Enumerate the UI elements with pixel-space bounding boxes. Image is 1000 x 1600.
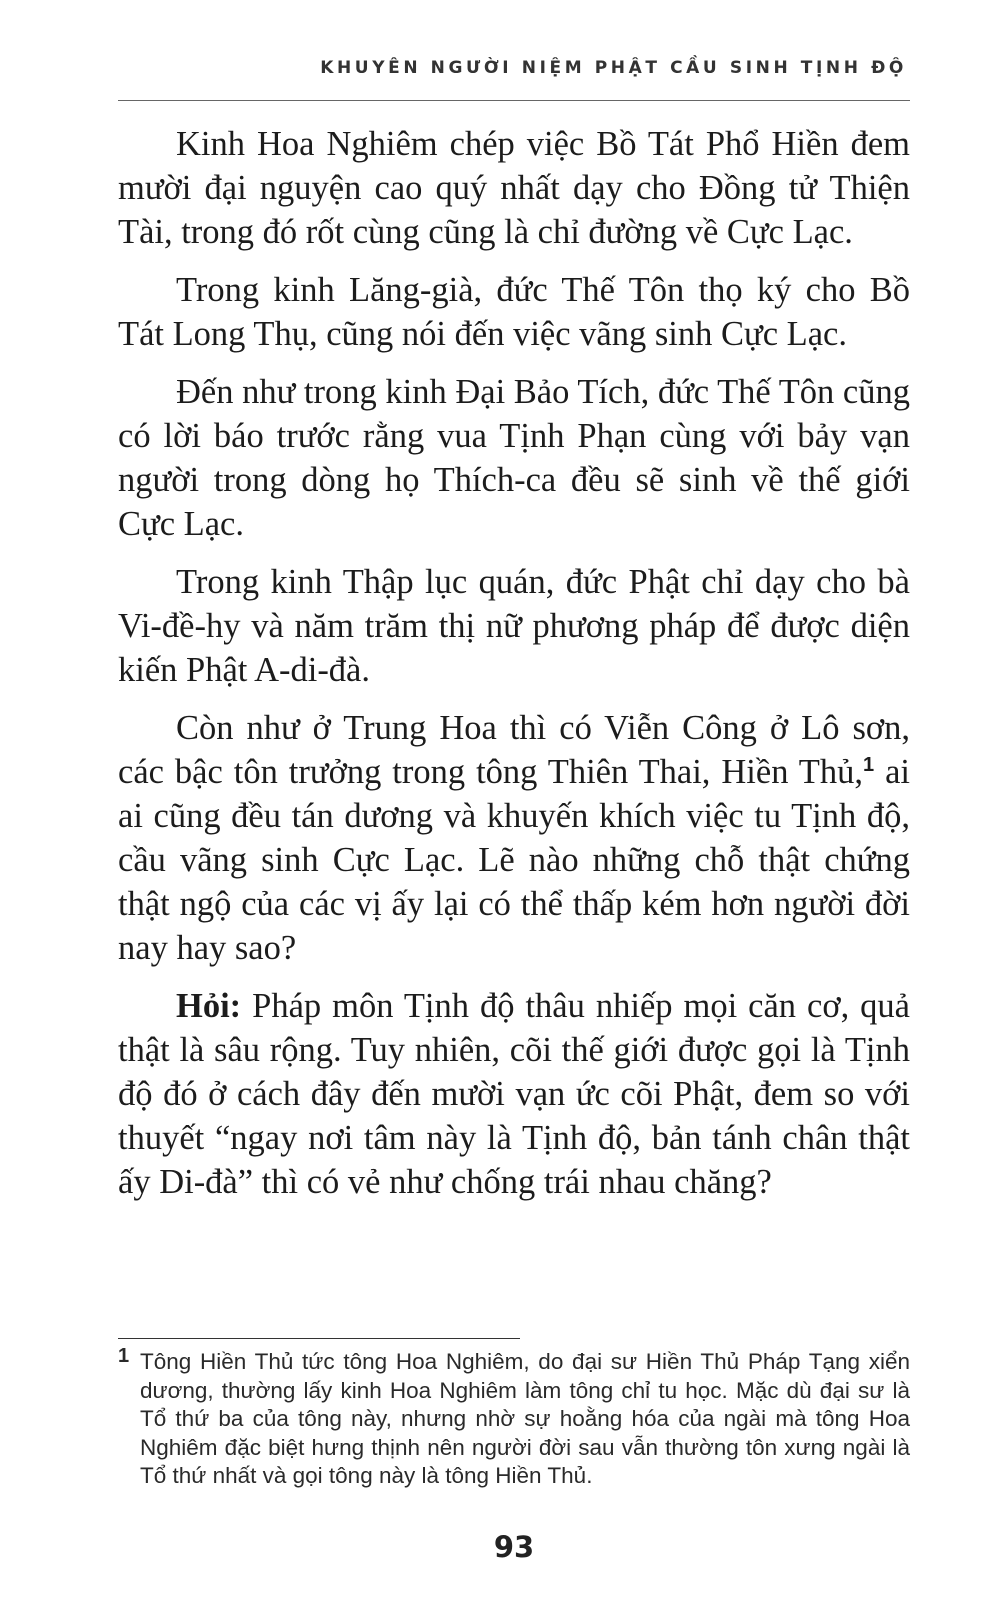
footnote bbox=[118, 1345, 910, 1491]
paragraph-text: Pháp môn Tịnh độ thâu nhiếp mọi căn cơ, quả thật là sâu rộng. Tuy nhiên, cõi thế giới được gọi là Tịnh độ đó ở cách đây đến mười vạn ức cõi Phật, đem so với thuyết “ngay nơi tâm này là Tịnh độ, bản tánh chân thật ấy Di-đà” thì có vẻ như chống trái nhau chăng? bbox=[118, 987, 910, 1201]
paragraph-text: Còn như ở Trung Hoa thì có Viễn Công ở Lô sơn, các bậc tôn trưởng trong tông Thiên Thai, Hiền Thủ, bbox=[118, 709, 910, 791]
paragraph-text: ai ai cũng đều tán dương và khuyến khích việc tu Tịnh độ, cầu vãng sinh Cực Lạc. Lẽ nào những chỗ thật chứng thật ngộ của các vị ấy lại có thể thấp kém hơn người đời nay hay sao? bbox=[118, 753, 910, 967]
footnote-mark: 1 bbox=[118, 1345, 130, 1367]
page-number: 93 bbox=[493, 1530, 535, 1564]
question-label: Hỏi: bbox=[176, 987, 242, 1025]
header-divider bbox=[118, 100, 910, 101]
paragraph: Đến như trong kinh Đại Bảo Tích, đức Thế Tôn cũng có lời báo trước rằng vua Tịnh Phạn cùng với bảy vạn người trong dòng họ Thích-ca đều sẽ sinh về thế giới Cực Lạc. bbox=[118, 373, 910, 543]
footnote-reference[interactable]: 1 bbox=[863, 754, 875, 776]
paragraph: Trong kinh Lăng-già, đức Thế Tôn thọ ký cho Bồ Tát Long Thụ, cũng nói đến việc vãng sinh Cực Lạc. bbox=[118, 271, 910, 353]
main-text bbox=[118, 122, 910, 1218]
paragraph bbox=[118, 984, 910, 1204]
paragraph bbox=[118, 706, 910, 970]
footnote-divider bbox=[118, 1338, 520, 1339]
paragraph: Kinh Hoa Nghiêm chép việc Bồ Tát Phổ Hiền đem mười đại nguyện cao quý nhất dạy cho Đồng tử Thiện Tài, trong đó rốt cùng cũng là chỉ đường về Cực Lạc. bbox=[118, 125, 910, 251]
footnote-text: Tông Hiền Thủ tức tông Hoa Nghiêm, do đại sư Hiền Thủ Pháp Tạng xiển dương, thường lấy kinh Hoa Nghiêm làm tông chỉ tu học. Mặc dù đại sư là Tổ thứ ba của tông này, nhưng nhờ sự hoằng hóa của ngài mà tông Hoa Nghiêm đặc biệt hưng thịnh nên người đời sau vẫn thường tôn xưng ngài là Tổ thứ nhất và gọi tông này là tông Hiền Thủ. bbox=[140, 1349, 910, 1488]
paragraph: Trong kinh Thập lục quán, đức Phật chỉ dạy cho bà Vi-đề-hy và năm trăm thị nữ phương pháp để được diện kiến Phật A-di-đà. bbox=[118, 563, 910, 689]
running-header: KHUYÊN NGƯỜI NIỆM PHẬT CẦU SINH TỊNH ĐỘ bbox=[320, 58, 907, 78]
